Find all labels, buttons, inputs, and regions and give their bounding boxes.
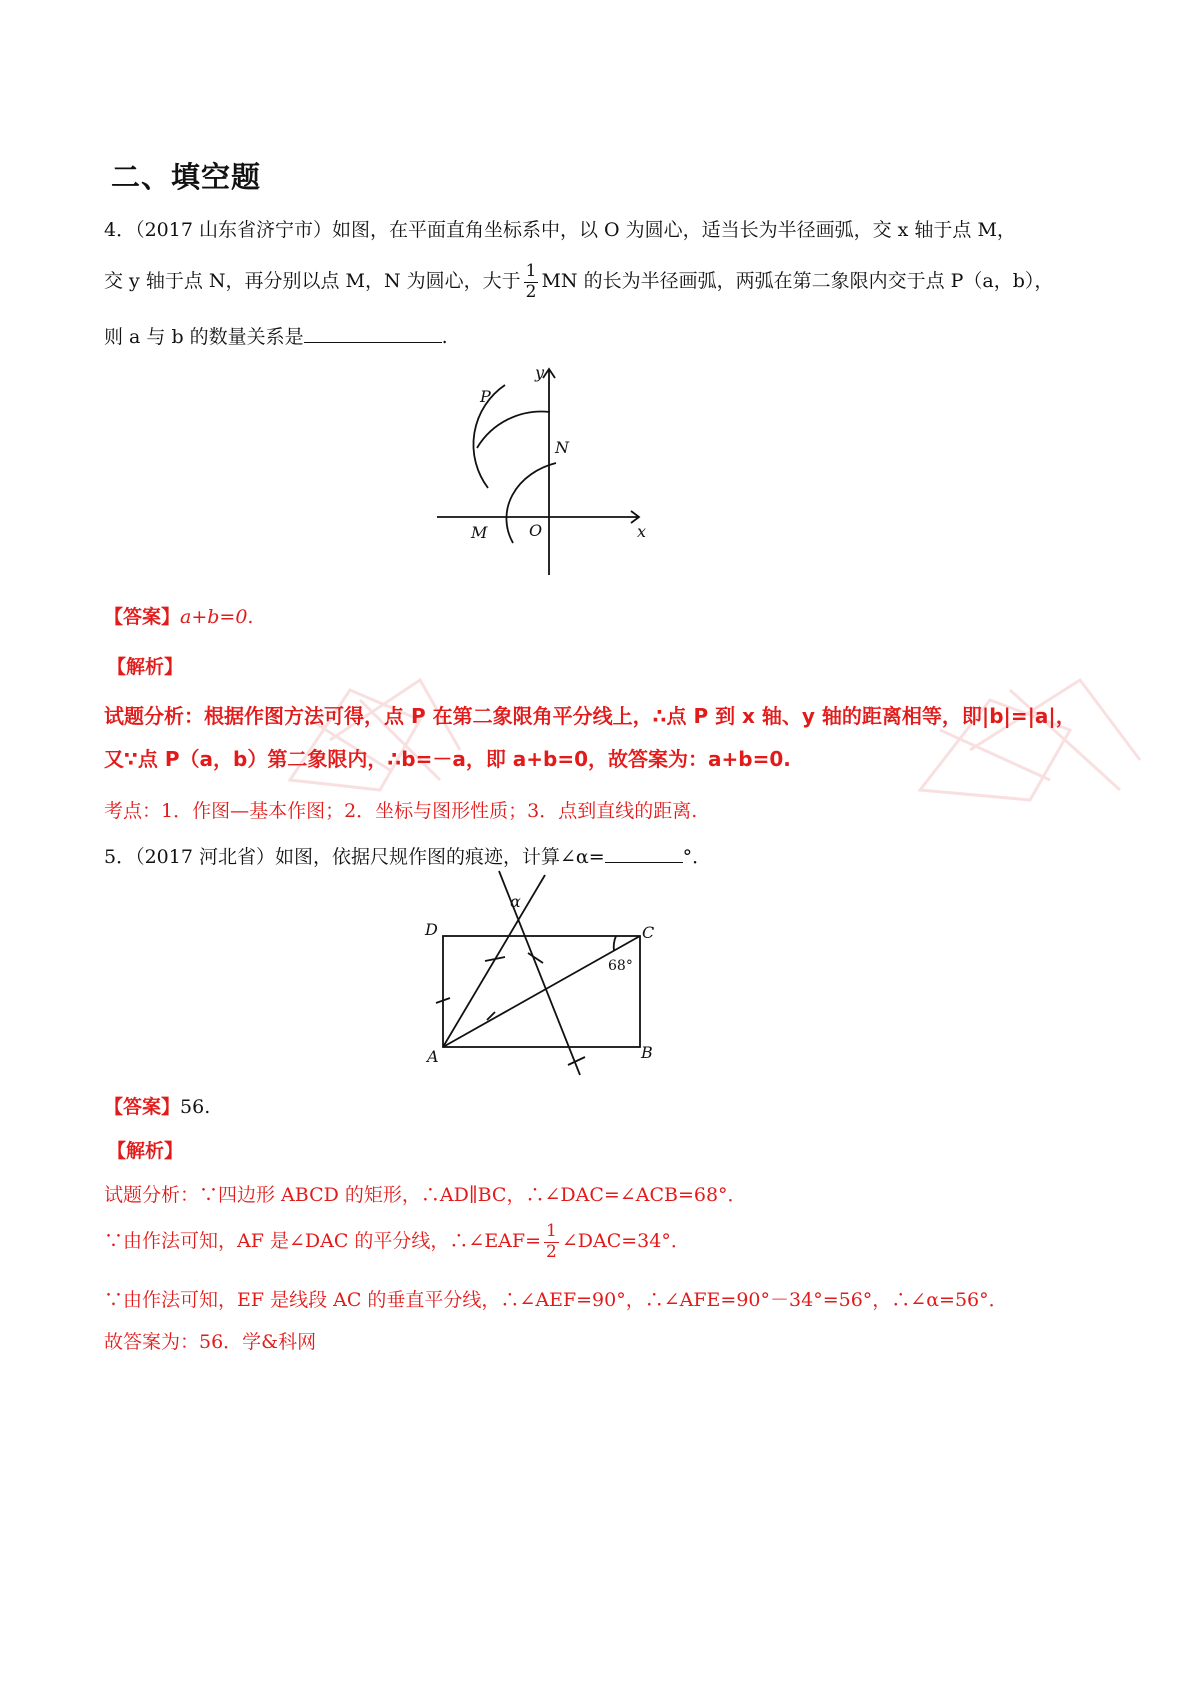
q5-fraction-numerator: 1: [546, 1221, 557, 1241]
q4-fraction-numerator: 1: [525, 261, 537, 281]
q5-figure: [415, 865, 675, 1085]
label-n: N: [555, 438, 569, 457]
q4-analysis-1: 试题分析：根据作图方法可得，点 P 在第二象限角平分线上，∴点 P 到 x 轴、y 轴的距离相等，即|b|=|a|，: [104, 704, 1076, 728]
section-title: 二、填空题: [111, 160, 262, 194]
label-a: A: [427, 1047, 439, 1066]
q4-analysis-tag: 【解析】: [107, 656, 184, 678]
q5-answer: [104, 1092, 210, 1119]
q5-analysis-2-before: ∵由作法可知，AF 是∠DAC 的平分线，∴∠EAF=: [104, 1230, 542, 1253]
q4-answer: [104, 602, 253, 629]
label-x: x: [637, 522, 647, 541]
bisector-af: [443, 875, 545, 1047]
label-y: y: [535, 363, 545, 382]
watermark-stamp-left: [270, 660, 480, 810]
q4-answer-blank[interactable]: [304, 324, 442, 343]
label-c: C: [642, 923, 655, 942]
q5-fraction-denominator: 2: [546, 1241, 557, 1262]
label-m: M: [471, 523, 488, 542]
label-alpha: α: [510, 892, 521, 911]
q5-line-1-before: 5．（2017 河北省）如图，依据尺规作图的痕迹，计算∠α=: [104, 846, 605, 868]
q4-figure: [425, 360, 675, 585]
label-o: O: [529, 521, 543, 540]
q4-line-2-before: 交 y 轴于点 N，再分别以点 M，N 为圆心，大于: [104, 270, 521, 293]
q5-analysis-2-after: ∠DAC=34°．: [561, 1230, 690, 1253]
q5-analysis-2: [104, 1222, 690, 1262]
q4-line-3-before: 则 a 与 b 的数量关系是: [104, 326, 304, 348]
q5-line-1-after: °．: [682, 846, 712, 868]
q4-kaodian: 考点：1．作图—基本作图；2．坐标与图形性质；3．点到直线的距离.: [104, 800, 698, 822]
q4-line-3: [104, 322, 448, 349]
q4-analysis-2: 又∵点 P（a，b）第二象限内，∴b=－a，即 a+b=0，故答案为：a+b=0.: [104, 747, 791, 771]
q5-analysis-4: 故答案为：56．学&科网: [104, 1331, 317, 1353]
q4-fraction: [524, 262, 539, 302]
label-d: D: [425, 920, 438, 939]
arc-n: [477, 412, 550, 448]
label-p: P: [480, 387, 491, 406]
q5-answer-blank[interactable]: [605, 844, 683, 863]
q4-line-3-after: .: [441, 326, 448, 348]
q5-fraction: [544, 1222, 559, 1262]
q4-line-1: 4．（2017 山东省济宁市）如图，在平面直角坐标系中，以 O 为圆心，适当长为半径画弧，交 x 轴于点 M，: [104, 219, 1016, 241]
diagonal-ac: [443, 936, 640, 1047]
watermark-stamp-right: [900, 660, 1160, 810]
q5-analysis-1: 试题分析：∵四边形 ABCD 的矩形，∴AD∥BC，∴∠DAC=∠ACB=68°．: [104, 1184, 747, 1206]
q5-answer-value: 56.: [180, 1096, 211, 1118]
q4-answer-tag: 【答案】: [104, 606, 181, 628]
q5-analysis-3: ∵由作法可知，EF 是线段 AC 的垂直平分线，∴∠AEF=90°，∴∠AFE=90°－34°=56°，∴∠α=56°．: [104, 1289, 1008, 1311]
q5-analysis-tag: 【解析】: [107, 1140, 184, 1162]
q5-answer-tag: 【答案】: [104, 1096, 181, 1118]
label-angle-68: 68°: [608, 958, 633, 974]
label-b: B: [641, 1043, 653, 1062]
q4-fraction-denominator: 2: [525, 281, 537, 302]
q4-line-2: [104, 262, 1053, 302]
q4-answer-value: a+b=0.: [180, 606, 254, 628]
q4-line-2-after: MN 的长为半径画弧，两弧在第二象限内交于点 P（a，b），: [541, 270, 1054, 293]
